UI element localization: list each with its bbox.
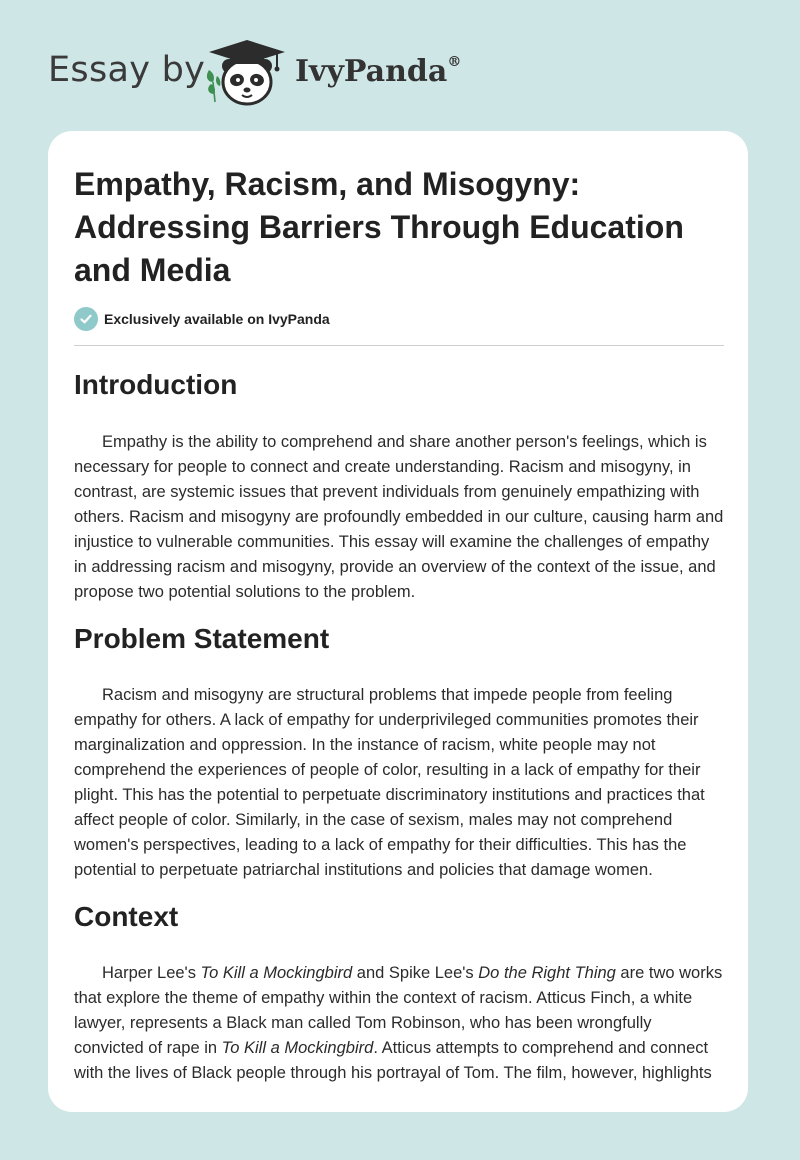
check-circle-icon [74, 307, 98, 331]
essay-body [74, 363, 724, 1086]
section-heading-problem-statement: Problem Statement [74, 623, 330, 654]
paragraph-introduction: Empathy is the ability to comprehend and share another person's feelings, which is necessary for people to connect and create understanding. Racism and misogyny, in contrast, are systemic issues that prevent individuals from genuinely empathizing with others. Racism and misogyny are profoundly embedded in our culture, causing harm and injustice to vulnerable communities. This essay will examine the challenges of empathy in addressing racism and misogyny, provide an overview of the context of the issue, and propose two potential solutions to the problem. [74, 433, 724, 601]
paragraph-context [74, 961, 724, 1086]
book-title: To Kill a Mockingbird [200, 964, 353, 982]
site-header [0, 0, 800, 130]
context-text: are two works that explore the theme of empathy within the context of racism. Atticus Finch, a white lawyer, represents a Black man called Tom Robinson, who has been wrongfully convicted of rape in [74, 964, 723, 1057]
book-title: To Kill a Mockingbird [221, 1039, 374, 1057]
film-title: Do the Right Thing [478, 964, 616, 982]
brand-name[interactable]: IvyPanda® [295, 54, 462, 89]
essay-card [48, 131, 748, 1112]
essay-by-label: Essay by [48, 50, 206, 90]
title-divider [74, 345, 724, 346]
panda-graduation-cap-logo[interactable] [203, 36, 289, 108]
context-text: . Atticus attempts to comprehend and connect with the lives of Black people through his portrayal of Tom. The film, however, highlights [74, 1039, 712, 1082]
paragraph-problem-statement: Racism and misogyny are structural problems that impede people from feeling empathy for others. A lack of empathy for underprivileged communities promotes their marginalization and oppression. In the instance of racism, white people may not comprehend the experiences of people of color, resulting in a lack of empathy for their plight. This has the potential to perpetuate discriminatory institutions and practices that affect people of color. Similarly, in the case of sexism, males may not comprehend women's perspectives, leading to a lack of empathy for their difficulties. This has the potential to perpetuate patriarchal institutions and policies that damage women. [74, 686, 705, 879]
exclusive-badge [74, 307, 330, 331]
essay-title: Empathy, Racism, and Misogyny: Addressing Barriers Through Education and Media [74, 166, 684, 288]
ivy-leaf-icon [207, 70, 220, 102]
section-heading-introduction: Introduction [74, 369, 238, 400]
registered-mark: ® [447, 54, 462, 70]
exclusive-badge-text: Exclusively available on IvyPanda [104, 311, 330, 327]
context-text: Harper Lee's [102, 964, 201, 982]
section-heading-context: Context [74, 901, 179, 932]
context-text: and Spike Lee's [352, 964, 479, 982]
